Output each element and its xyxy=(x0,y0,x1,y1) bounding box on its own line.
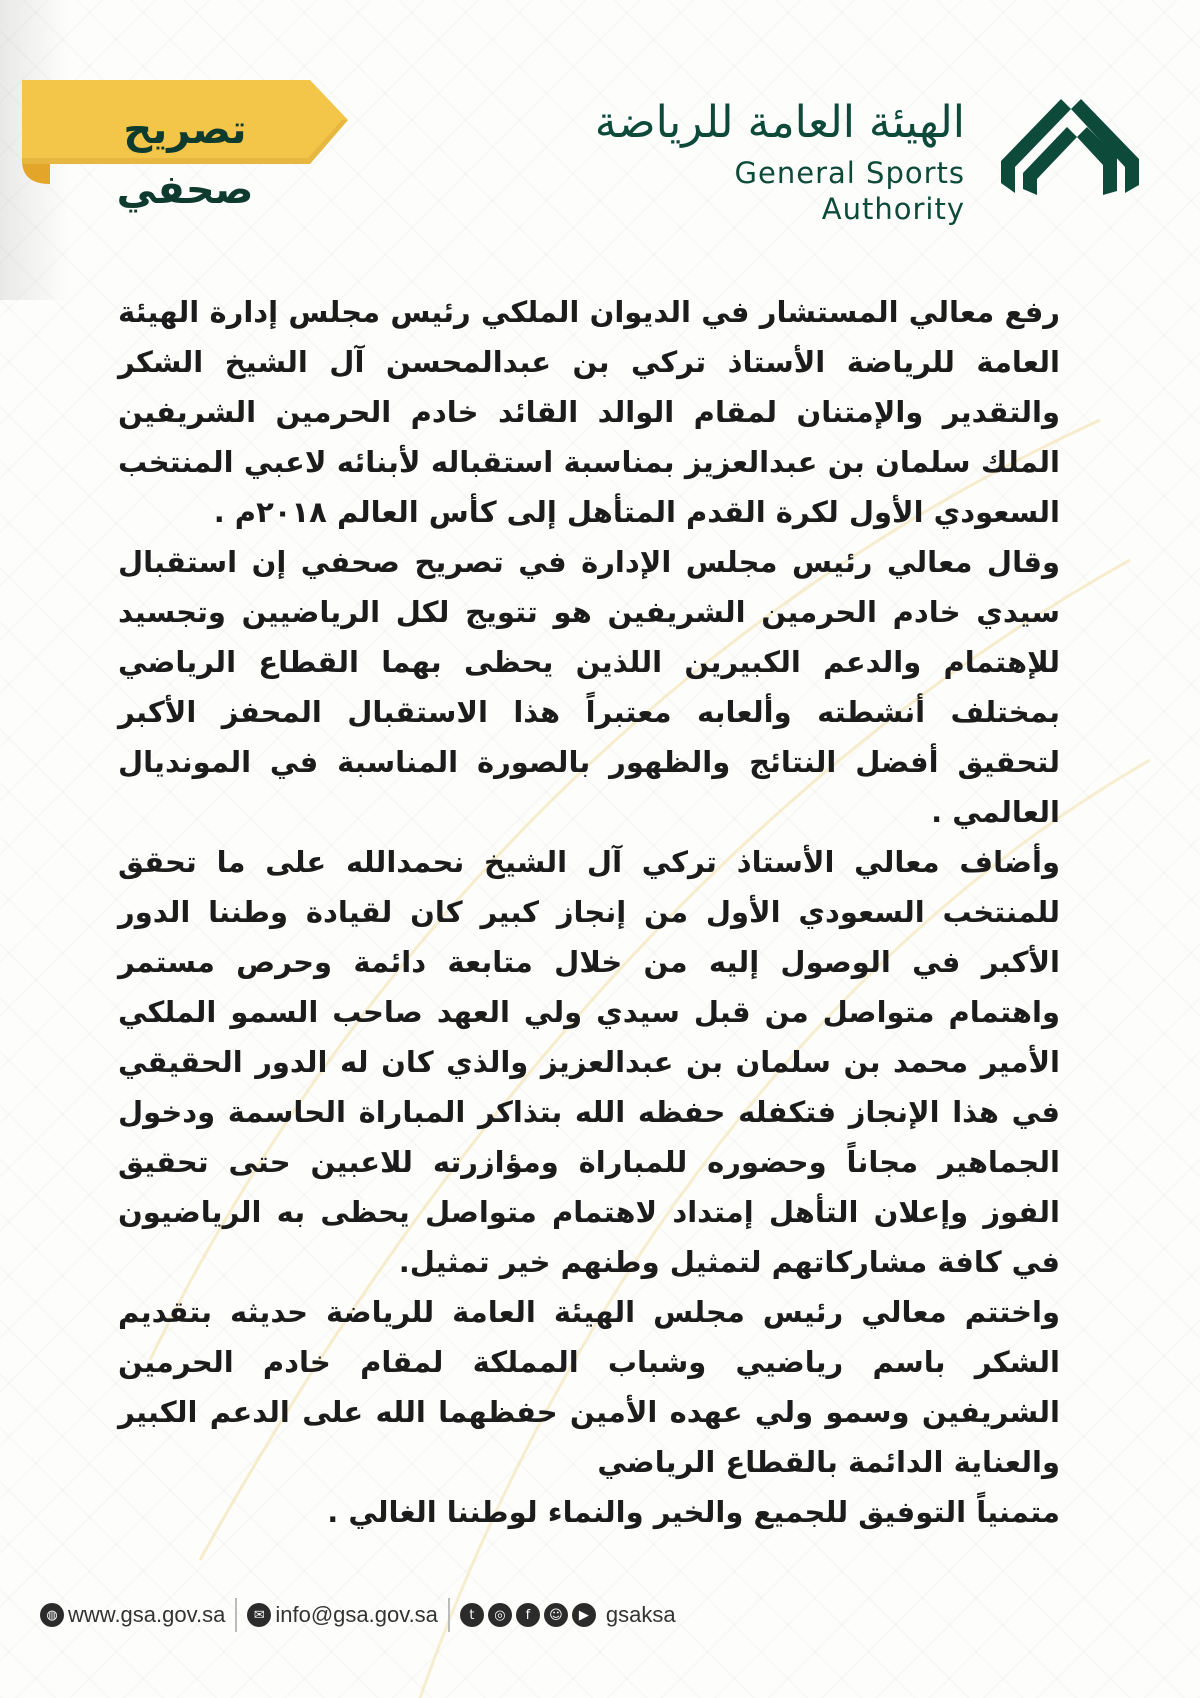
email-link[interactable] xyxy=(247,1602,438,1628)
instagram-icon[interactable]: ◎ xyxy=(488,1603,512,1627)
footer-divider xyxy=(235,1598,237,1632)
footer-divider xyxy=(448,1598,450,1632)
logo-arabic-name: الهيئة العامة للرياضة xyxy=(594,97,965,148)
paragraph-3: وأضاف معالي الأستاذ تركي آل الشيخ نحمدالله على ما تحقق للمنتخب السعودي الأول من إنجاز كبير كان لقيادة وطننا الدور الأكبر في الوصول إليه من خلال متابعة دائمة وحرص مستمر واهتمام متواصل من قبل سيدي ولي العهد صاحب السمو الملكي الأمير محمد بن سلمان بن عبدالعزيز والذي كان له الدور الحقيقي في هذا الإنجاز فتكفله حفظه الله بتذاكر المباراة الحاسمة ودخول الجماهير مجاناً وحضوره للمباراة ومؤازرته للاعبين حتى تحقيق الفوز وإعلان التأهل إمتداد لاهتمام متواصل يحظى به الرياضيون في كافة مشاركاتهم لتمثيل وطنهم خير تمثيل. xyxy=(118,845,1060,1279)
facebook-icon[interactable]: f xyxy=(516,1603,540,1627)
paragraph-5: متمنياً التوفيق للجميع والخير والنماء لوطننا الغالي . xyxy=(327,1495,1060,1529)
website-link[interactable] xyxy=(40,1602,225,1628)
press-release-body xyxy=(118,287,1060,1537)
twitter-icon[interactable]: t xyxy=(460,1603,484,1627)
gsa-logo xyxy=(590,95,1145,226)
website-text: www.gsa.gov.sa xyxy=(68,1602,226,1627)
globe-icon: ◍ xyxy=(40,1603,64,1627)
social-links[interactable] xyxy=(460,1602,676,1628)
email-icon: ✉ xyxy=(247,1603,271,1627)
badge-label: تصريح صحفي xyxy=(116,107,254,213)
paragraph-1: رفع معالي المستشار في الديوان الملكي رئيس مجلس إدارة الهيئة العامة للرياضة الأستاذ تركي بن عبدالمحسن آل الشيخ الشكر والتقدير والإمتنان لمقام الوالد القائد خادم الحرمين الشريفين الملك سلمان بن عبدالعزيز بمناسبة استقباله لأبنائه لاعبي المنتخب السعودي الأول لكرة القدم المتأهل إلى كأس العالم ٢٠١٨م . xyxy=(118,295,1060,529)
gsa-emblem-icon xyxy=(995,95,1145,205)
social-handle: gsaksa xyxy=(605,1602,676,1627)
press-release-badge xyxy=(20,80,350,213)
contact-footer xyxy=(40,1595,680,1635)
youtube-icon[interactable]: ▶ xyxy=(572,1603,596,1627)
paragraph-2: وقال معالي رئيس مجلس الإدارة في تصريح صحفي إن استقبال سيدي خادم الحرمين الشريفين هو تتويج لكل الرياضيين وتجسيد للإهتمام والدعم الكبيرين اللذين يحظى بهما القطاع الرياضي بمختلف أنشطته وألعابه معتبراً هذا الاستقبال المحفز الأكبر لتحقيق أفضل النتائج والظهور بالصورة المناسبة في المونديال العالمي . xyxy=(118,545,1060,829)
email-text: info@gsa.gov.sa xyxy=(275,1602,438,1627)
paragraph-4: واختتم معالي رئيس مجلس الهيئة العامة للرياضة حديثه بتقديم الشكر باسم رياضيي وشباب المملكة لمقام خادم الحرمين الشريفين وسمو ولي عهده الأمين حفظهما الله على الدعم الكبير والعناية الدائمة بالقطاع الرياضي xyxy=(118,1295,1060,1479)
logo-english-name: General Sports Authority xyxy=(734,156,965,226)
snapchat-icon[interactable]: ☺ xyxy=(544,1603,568,1627)
